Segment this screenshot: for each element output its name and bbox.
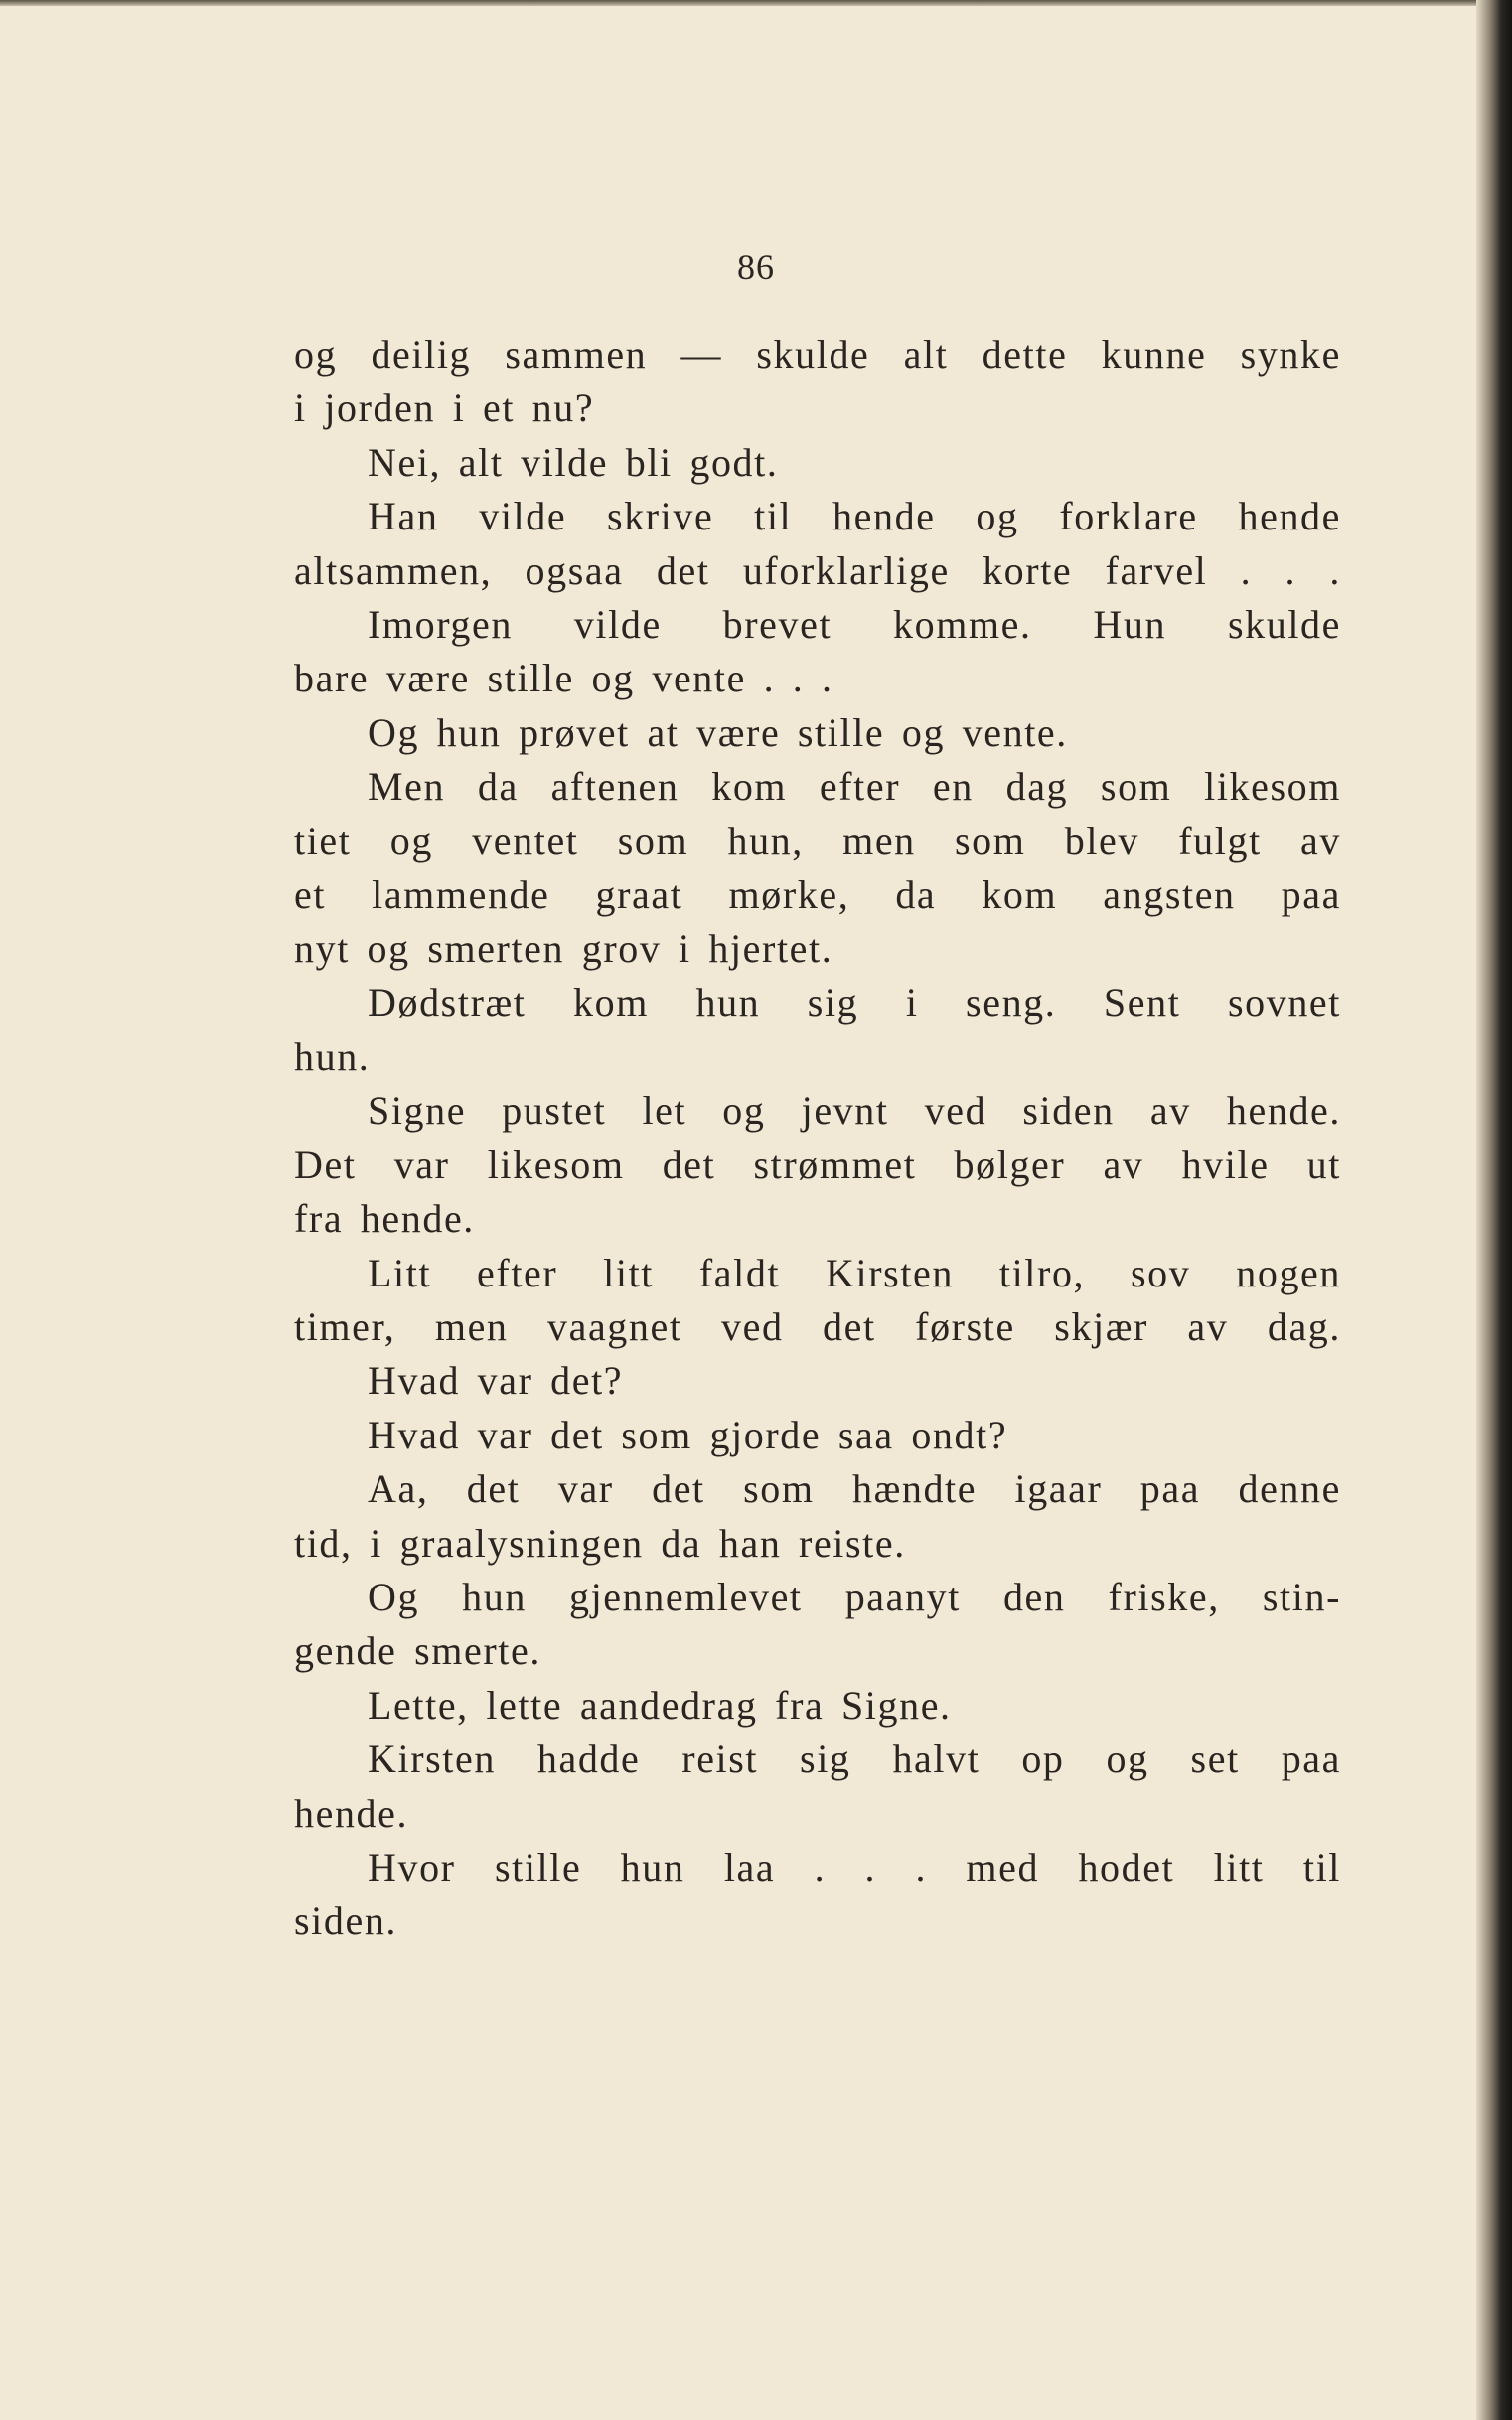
text-line: Dødstræt kom hun sig i seng. Sent sovnet — [368, 980, 1341, 1025]
text-line: Signe pustet let og jevnt ved siden av hende. — [368, 1088, 1341, 1134]
text-line: et lammende graat mørke, da kom angsten paa — [294, 871, 1341, 917]
text-line: hun. — [294, 1034, 371, 1080]
text-line: hende. — [294, 1790, 409, 1836]
text-line: Og hun gjennemlevet paanyt den friske, stin- — [368, 1574, 1341, 1619]
text-line: og deilig sammen — skulde alt dette kunne synke — [294, 332, 1341, 377]
text-line: nyt og smerten grov i hjertet. — [294, 926, 833, 972]
text-line: Aa, det var det som hændte igaar paa denne — [368, 1466, 1341, 1512]
page-binding-edge — [1476, 0, 1512, 2420]
text-line: Kirsten hadde reist sig halvt op og set paa — [368, 1737, 1341, 1782]
text-line: siden. — [294, 1898, 398, 1944]
text-line: Men da aftenen kom efter en dag som likesom — [368, 764, 1341, 810]
text-line: Han vilde skrive til hende og forklare hende — [368, 494, 1341, 539]
text-line: Hvad var det som gjorde saa ondt? — [368, 1412, 1008, 1457]
text-line: timer, men vaagnet ved det første skjær av dag. — [294, 1304, 1341, 1350]
text-line: Lette, lette aandedrag fra Signe. — [368, 1682, 952, 1728]
text-line: Nei, alt vilde bli godt. — [368, 439, 779, 485]
text-line: Litt efter litt faldt Kirsten tilro, sov nogen — [368, 1250, 1341, 1295]
page-top-edge — [0, 0, 1512, 6]
text-line: Imorgen vilde brevet komme. Hun skulde — [368, 601, 1341, 647]
text-line: tid, i graalysningen da han reiste. — [294, 1520, 906, 1566]
text-line: fra hende. — [294, 1196, 475, 1242]
body-text — [294, 328, 1341, 1949]
text-line: Hvor stille hun laa . . . med hodet litt til — [368, 1844, 1341, 1890]
text-line: altsammen, ogsaa det uforklarlige korte farvel . . . — [294, 547, 1341, 593]
text-line: bare være stille og vente . . . — [294, 656, 833, 701]
page-number: 86 — [737, 247, 775, 287]
text-line: gende smerte. — [294, 1628, 541, 1674]
text-line: i jorden i et nu? — [294, 385, 595, 431]
text-line: Det var likesom det strømmet bølger av hvile ut — [294, 1141, 1341, 1187]
text-line: Hvad var det? — [368, 1358, 624, 1404]
text-line: tiet og ventet som hun, men som blev fulgt av — [294, 818, 1341, 863]
text-line: Og hun prøvet at være stille og vente. — [368, 709, 1068, 755]
